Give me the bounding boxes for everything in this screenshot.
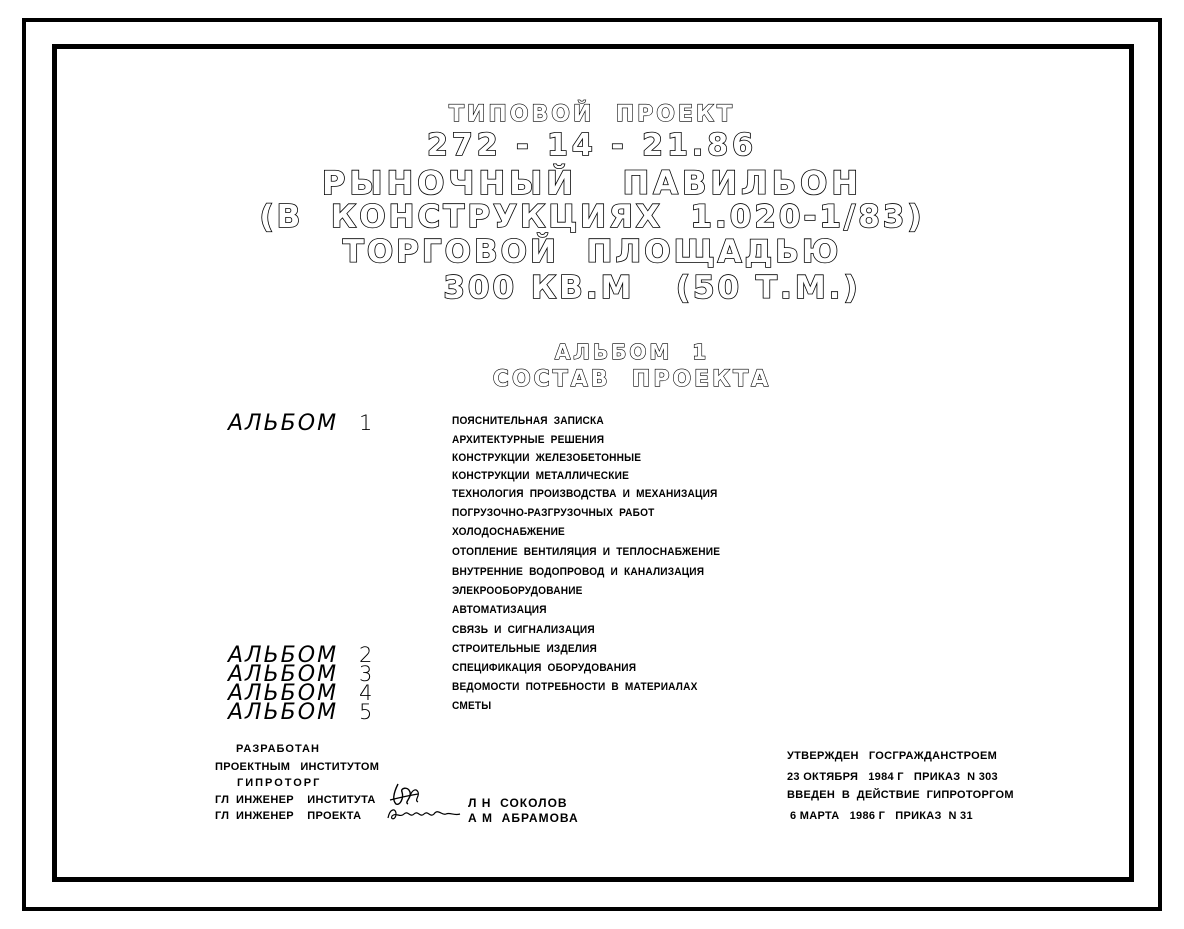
contents-item: ХОЛОДОСНАБЖЕНИЕ [452, 526, 565, 538]
contents-item: КОНСТРУКЦИИ МЕТАЛЛИЧЕСКИЕ [452, 470, 630, 482]
chief-engineer-institute-name: Л Н СОКОЛОВ [468, 796, 568, 810]
contents-item: АРХИТЕКТУРНЫЕ РЕШЕНИЯ [452, 434, 605, 446]
album-label: АЛЬБОМ [228, 643, 339, 668]
contents-item: ПОЯСНИТЕЛЬНАЯ ЗАПИСКА [452, 415, 604, 427]
album-label: АЛЬБОМ [228, 681, 339, 706]
enactment-order: 6 МАРТА 1986 Г ПРИКАЗ N 31 [790, 810, 973, 822]
project-type-heading: ТИПОВОЙ ПРОЕКТ [449, 102, 735, 127]
project-number: 272 - 14 - 21.86 [427, 128, 757, 163]
contents-item: СМЕТЫ [452, 700, 492, 712]
album-number: 4 [359, 681, 373, 705]
album-number: 2 [359, 643, 373, 667]
approval-order: 23 ОКТЯБРЯ 1984 Г ПРИКАЗ N 303 [787, 771, 998, 783]
developer-institute-label: ПРОЕКТНЫМ ИНСТИТУТОМ [215, 761, 380, 773]
approval-authority: УТВЕРЖДЕН ГОСГРАЖДАНСТРОЕМ [787, 750, 998, 762]
chief-engineer-project-name: А М АБРАМОВА [468, 811, 579, 825]
album-label: АЛЬБОМ [228, 411, 339, 436]
contents-item: ТЕХНОЛОГИЯ ПРОИЗВОДСТВА И МЕХАНИЗАЦИЯ [452, 488, 718, 500]
contents-item: ЭЛЕКРООБОРУДОВАНИЕ [452, 585, 583, 597]
album-number: 3 [359, 662, 373, 686]
contents-item: СВЯЗЬ И СИГНАЛИЗАЦИЯ [452, 624, 595, 636]
contents-item: ВЕДОМОСТИ ПОТРЕБНОСТИ В МАТЕРИАЛАХ [452, 681, 698, 693]
contents-item: КОНСТРУКЦИИ ЖЕЛЕЗОБЕТОННЫЕ [452, 452, 642, 464]
project-area-value: 300 КВ.М (50 Т.М.) [443, 270, 861, 306]
album-label: АЛЬБОМ [228, 700, 339, 725]
contents-item: АВТОМАТИЗАЦИЯ [452, 604, 547, 616]
contents-item: ПОГРУЗОЧНО-РАЗГРУЗОЧНЫХ РАБОТ [452, 507, 655, 519]
project-construction-note: (В КОНСТРУКЦИЯХ 1.020-1/83) [259, 199, 925, 235]
developer-heading: РАЗРАБОТАН [236, 743, 320, 755]
enactment-authority: ВВЕДЕН В ДЕЙСТВИЕ ГИПРОТОРГОМ [787, 789, 1014, 801]
developer-institute-name: ГИПРОТОРГ [237, 777, 322, 789]
chief-engineer-institute-role: ГЛ ИНЖЕНЕР ИНСТИТУТА [215, 794, 376, 806]
album-number: 1 [359, 411, 373, 435]
album-number: 5 [359, 700, 373, 724]
album-number-heading: АЛЬБОМ 1 [554, 340, 710, 364]
contents-item: СТРОИТЕЛЬНЫЕ ИЗДЕЛИЯ [452, 643, 597, 655]
album-label: АЛЬБОМ [228, 662, 339, 687]
project-composition-heading: СОСТАВ ПРОЕКТА [492, 367, 772, 392]
handwritten-signature [384, 778, 464, 828]
contents-item: СПЕЦИФИКАЦИЯ ОБОРУДОВАНИЯ [452, 662, 637, 674]
contents-item: ОТОПЛЕНИЕ ВЕНТИЛЯЦИЯ И ТЕПЛОСНАБЖЕНИЕ [452, 546, 721, 558]
project-name: РЫНОЧНЫЙ ПАВИЛЬОН [321, 164, 863, 202]
project-area-label: ТОРГОВОЙ ПЛОЩАДЬЮ [342, 234, 842, 270]
chief-engineer-project-role: ГЛ ИНЖЕНЕР ПРОЕКТА [215, 810, 362, 822]
contents-item: ВНУТРЕННИЕ ВОДОПРОВОД И КАНАЛИЗАЦИЯ [452, 566, 705, 578]
